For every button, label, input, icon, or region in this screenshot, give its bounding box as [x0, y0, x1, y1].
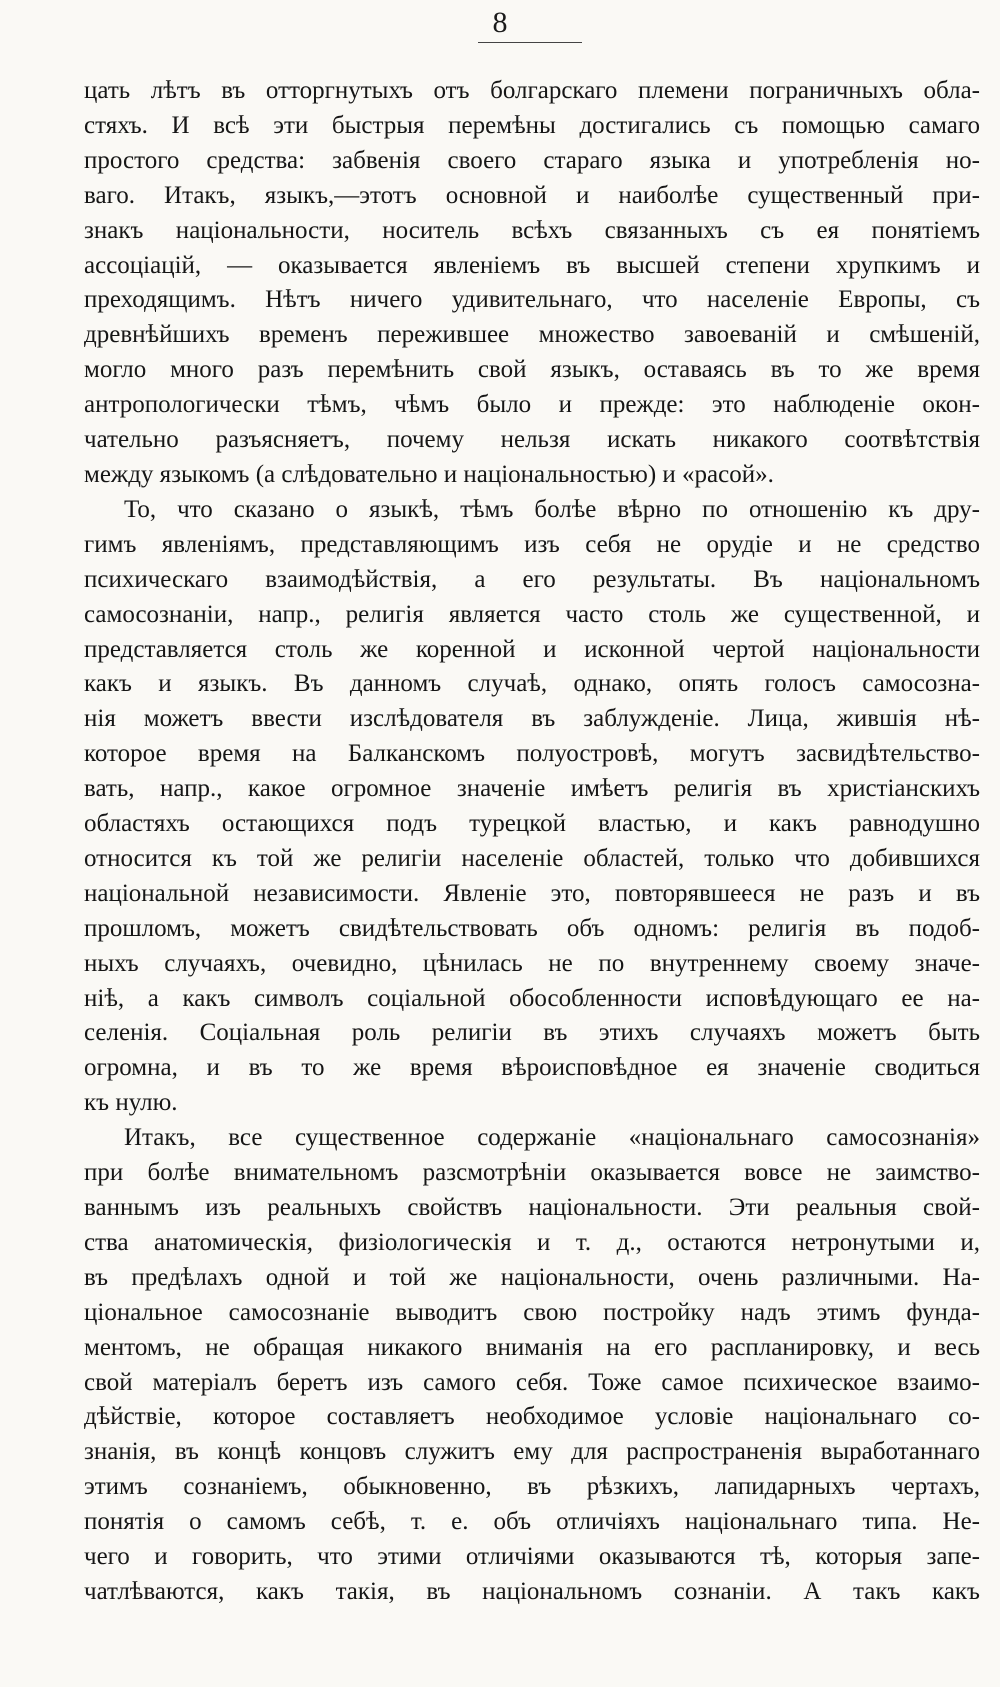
text-line: чатлѣваются, какъ такія, въ національномъ сознаніи. А такъ какъ [84, 1577, 980, 1605]
text-line: антропологически тѣмъ, чѣмъ было и прежде: это наблюденіе окон- [84, 391, 980, 419]
text-line: древнѣйшихъ временъ пережившее множество завоеваній и смѣшеній, [84, 321, 980, 349]
text-line: ментомъ, не обращая никакого вниманія на его распланировку, и весь [84, 1333, 980, 1361]
text-line: при болѣе внимательномъ разсмотрѣніи оказывается вовсе не заимство- [84, 1159, 980, 1187]
text-line: То, что сказано о языкѣ, тѣмъ болѣе вѣрно по отношенію къ дру- [124, 495, 980, 523]
text-line: относится къ той же религіи населеніе областей, только что добившихся [84, 844, 980, 872]
text-line: преходящимъ. Нѣтъ ничего удивительнаго, что населеніе Европы, съ [84, 286, 980, 314]
text-line: чего и говорить, что этими отличіями оказываются тѣ, которыя запе- [84, 1543, 980, 1571]
text-line: Итакъ, все существенное содержаніе «національнаго самосознанія» [124, 1124, 980, 1152]
page-number: 8 [492, 6, 508, 39]
text-line: селенія. Соціальная роль религіи въ этихъ случаяхъ можетъ быть [84, 1019, 980, 1047]
text-line: вать, напр., какое огромное значеніе имѣетъ религія въ христіанскихъ [84, 775, 980, 803]
text-line: прошломъ, можетъ свидѣтельствовать объ одномъ: религія въ подоб- [84, 914, 980, 942]
text-line: ваннымъ изъ реальныхъ свойствъ національности. Эти реальныя свой- [84, 1194, 980, 1221]
text-line: самосознаніи, напр., религія является часто столь же существенной, и [84, 600, 980, 628]
text-line: ціональное самосознаніе выводитъ свою постройку надъ этимъ фунда- [84, 1298, 980, 1326]
text-line: знакъ національности, носитель всѣхъ связанныхъ съ ея понятіемъ [84, 216, 980, 244]
text-line: огромна, и въ то же время вѣроисповѣдное ея значеніе сводиться [84, 1054, 980, 1082]
text-line: областяхъ остающихся подъ турецкой властью, и какъ равнодушно [84, 810, 980, 838]
text-line: знанія, въ концѣ концовъ служитъ ему для распространенія выработаннаго [84, 1438, 980, 1466]
text-line: ныхъ случаяхъ, очевидно, цѣнилась не по внутреннему своему значе- [84, 949, 980, 977]
text-line: дѣйствіе, которое составляетъ необходимое условіе національнаго со- [84, 1403, 980, 1431]
header-rule [478, 42, 582, 43]
text-line: національной независимости. Явленіе это, повторявшееся не разъ и въ [84, 879, 980, 907]
text-line: чательно разъясняетъ, почему нельзя искать никакого соотвѣтствія [84, 426, 980, 454]
text-line: цать лѣтъ въ отторгнутыхъ отъ болгарскаго племени пограничныхъ обла- [84, 77, 980, 104]
text-line: которое время на Балканскомъ полуостровѣ, могутъ засвидѣтельство- [84, 740, 980, 768]
text-line: какъ и языкъ. Въ данномъ случаѣ, однако, опять голосъ самосозна- [84, 670, 980, 698]
text-line: ства анатомическія, физіологическія и т. д., остаются нетронутыми и, [84, 1228, 980, 1256]
text-line: свой матеріалъ беретъ изъ самого себя. Тоже самое психическое взаимо- [84, 1368, 980, 1396]
text-line: представляется столь же коренной и исконной чертой національности [84, 635, 980, 663]
text-line: простого средства: забвенія своего стараго языка и употребленія но- [84, 146, 980, 174]
text-line: гимъ явленіямъ, представляющимъ изъ себя не орудіе и не средство [84, 530, 980, 558]
text-line: въ предѣлахъ одной и той же національности, очень различными. На- [84, 1263, 980, 1291]
text-line: стяхъ. И всѣ эти быстрыя перемѣны достигались съ помощью самаго [84, 111, 980, 139]
text-line: между языкомъ (а слѣдовательно и національностью) и «расой». [84, 460, 774, 488]
text-line: ніѣ, а какъ символъ соціальной обособленности исповѣдующаго ее на- [84, 984, 980, 1012]
text-line: психическаго взаимодѣйствія, а его результаты. Въ національномъ [84, 565, 980, 593]
text-line: ваго. Итакъ, языкъ,—этотъ основной и наиболѣе существенный при- [84, 181, 980, 209]
text-line: къ нулю. [84, 1089, 178, 1117]
text-line: могло много разъ перемѣнить свой языкъ, оставаясь въ то же время [84, 356, 980, 384]
page-body-text [84, 74, 980, 1610]
text-line: понятія о самомъ себѣ, т. е. объ отличіяхъ національнаго типа. Не- [84, 1508, 980, 1536]
text-line: ассоціацій, — оказывается явленіемъ въ высшей степени хрупкимъ и [84, 251, 980, 279]
text-line: этимъ сознаніемъ, обыкновенно, въ рѣзкихъ, лапидарныхъ чертахъ, [84, 1473, 980, 1501]
text-line: нія можетъ ввести изслѣдователя въ заблужденіе. Лица, жившія нѣ- [84, 705, 980, 733]
